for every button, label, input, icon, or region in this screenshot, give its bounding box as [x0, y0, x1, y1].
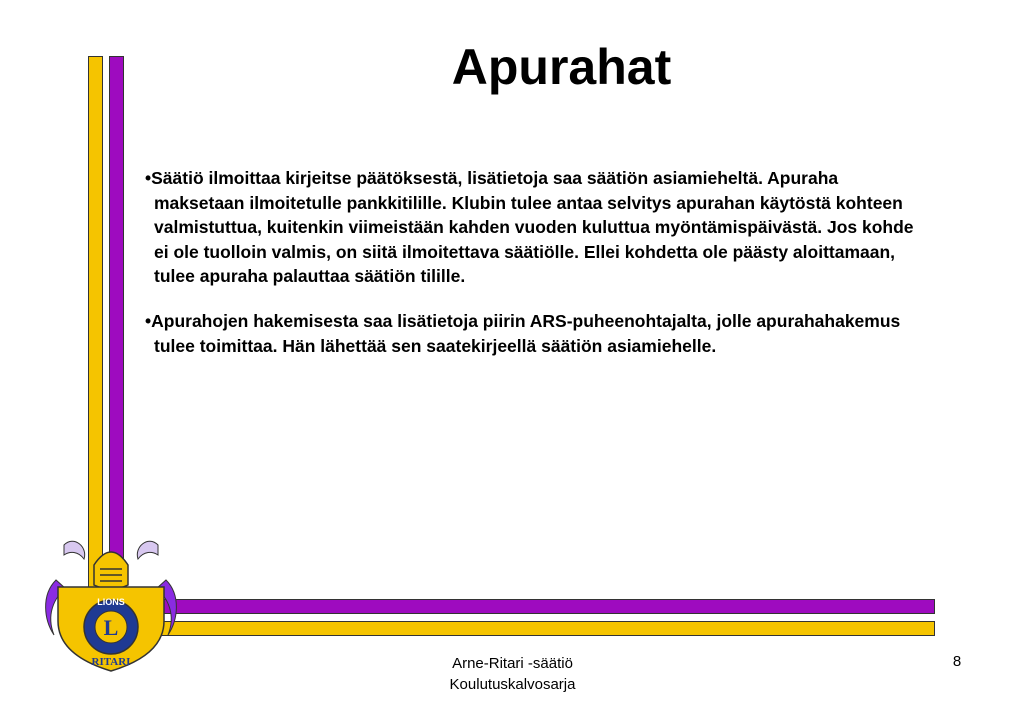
logo-top-text: LIONS — [97, 597, 125, 607]
decor-horizontal-yellow-bar — [150, 621, 935, 636]
footer-caption — [410, 653, 615, 695]
footer-line-2: Koulutuskalvosarja — [449, 676, 576, 693]
slide-title: Apurahat — [451, 39, 672, 95]
bullet-paragraph-2: •Apurahojen hakemisesta saa lisätietoja piirin ARS-puheenohtajalta, jolle apurahahakemus tulee toimittaa. Hän lähettää sen saatekirjeellä säätiön asiamiehelle. — [145, 310, 901, 356]
footer-line-1: Arne-Ritari -säätiö — [452, 655, 573, 672]
lions-crest-icon — [36, 525, 186, 675]
bullet-paragraph-1: •Säätiö ilmoittaa kirjeitse päätöksestä, lisätietoja saa säätiön asiamieheltä. Apuraha maksetaan ilmoitetulle pankkitilille. Klubin tulee antaa selvitys apurahan käytöstä kohteen valmistuttua, kuitenkin viimeistään kahden vuoden kuluttua myöntämispäivästä. Jos kohde ei ole tuolloin valmis, on siitä ilmoitettava säätiölle. Ellei kohdetta ole päästy aloittamaan, tulee apuraha palauttaa säätiön tilille. — [145, 168, 914, 287]
slide-body — [145, 166, 915, 378]
logo-bottom-text: RITARI — [91, 656, 131, 668]
decor-horizontal-purple-bar — [150, 599, 935, 614]
logo-center-letter: L — [103, 615, 119, 640]
page-number: 8 — [952, 653, 962, 670]
